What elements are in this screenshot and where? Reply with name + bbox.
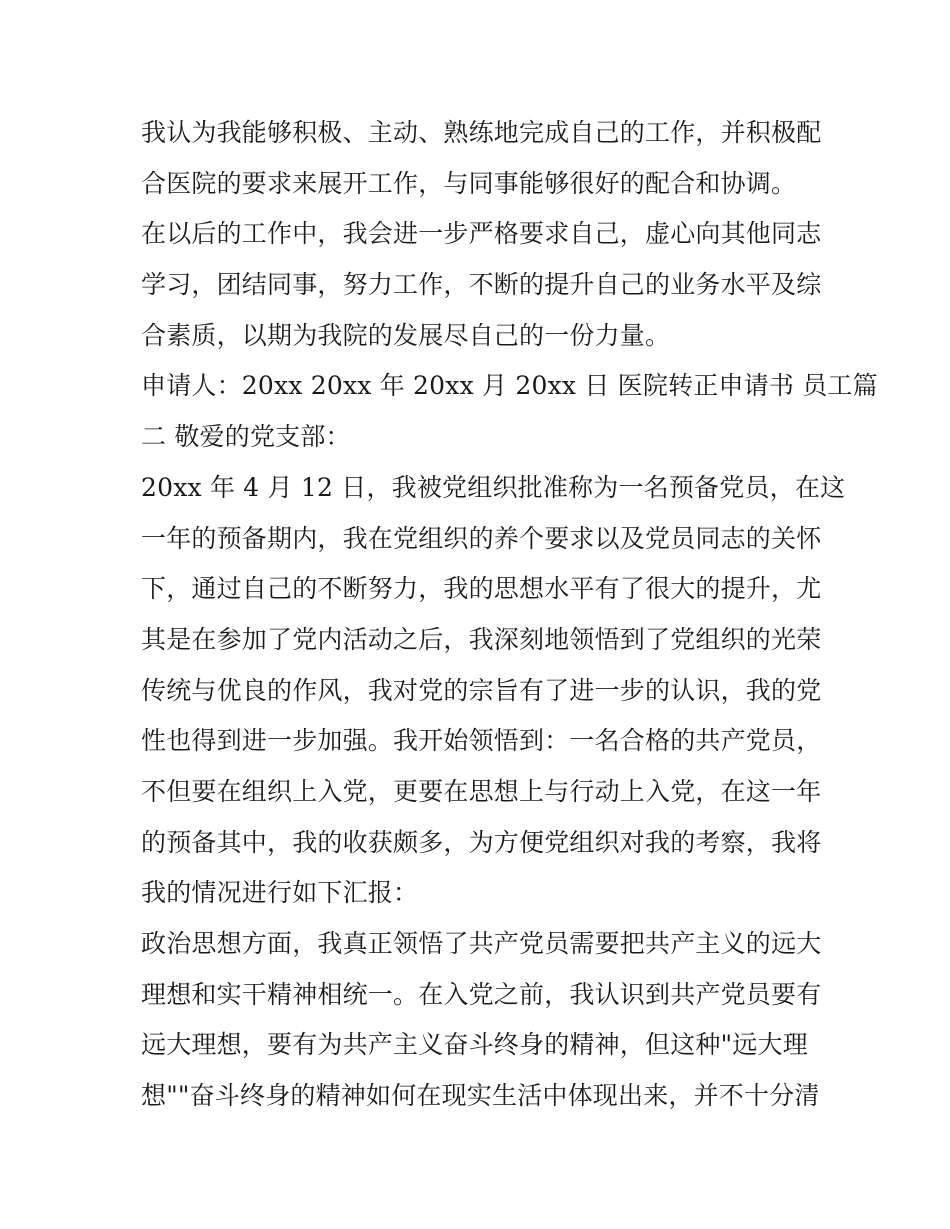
text-line-8: 20xx 年 4 月 12 日，我被党组织批准称为一名预备党员，在这 (141, 472, 846, 502)
text-line-11: 其是在参加了党内活动之后，我深刻地领悟到了党组织的光荣 (141, 624, 822, 654)
text-line-6: 申请人：20xx 20xx 年 20xx 月 20xx 日 医院转正申请书 员工篇 (141, 371, 878, 401)
text-line-20: 想""奋斗终身的精神如何在现实生活中体现出来，并不十分清 (141, 1081, 820, 1111)
text-line-9: 一年的预备期内，我在党组织的养个要求以及党员同志的关怀 (141, 523, 822, 553)
text-line-2: 合医院的要求来展开工作，与同事能够很好的配合和协调。 (141, 168, 797, 198)
text-line-14: 不但要在组织上入党，更要在思想上与行动上入党，在这一年 (141, 776, 822, 806)
text-line-17: 政治思想方面，我真正领悟了共产党员需要把共产主义的远大 (141, 929, 822, 958)
text-line-3: 在以后的工作中，我会进一步严格要求自己，虚心向其他同志 (141, 219, 822, 249)
text-line-12: 传统与优良的作风，我对党的宗旨有了进一步的认识，我的党 (141, 675, 822, 705)
text-line-16: 我的情况进行如下汇报： (141, 878, 419, 908)
text-line-7: 二 敬爱的党支部： (141, 422, 351, 452)
text-line-13: 性也得到进一步加强。我开始领悟到：一名合格的共产党员， (141, 726, 822, 756)
text-line-4: 学习，团结同事，努力工作，不断的提升自己的业务水平及综 (141, 270, 822, 300)
text-line-15: 的预备其中，我的收获颇多，为方便党组织对我的考察，我将 (141, 827, 822, 857)
text-line-10: 下，通过自己的不断努力，我的思想水平有了很大的提升，尤 (141, 574, 822, 604)
text-line-5: 合素质，以期为我院的发展尽自己的一份力量。 (141, 320, 671, 350)
text-line-1: 我认为我能够积极、主动、熟练地完成自己的工作，并积极配 (141, 118, 822, 147)
text-line-18: 理想和实干精神相统一。在入党之前，我认识到共产党员要有 (141, 979, 822, 1009)
body-text (141, 108, 878, 1122)
text-line-19: 远大理想，要有为共产主义奋斗终身的精神，但这种"远大理 (141, 1030, 808, 1060)
